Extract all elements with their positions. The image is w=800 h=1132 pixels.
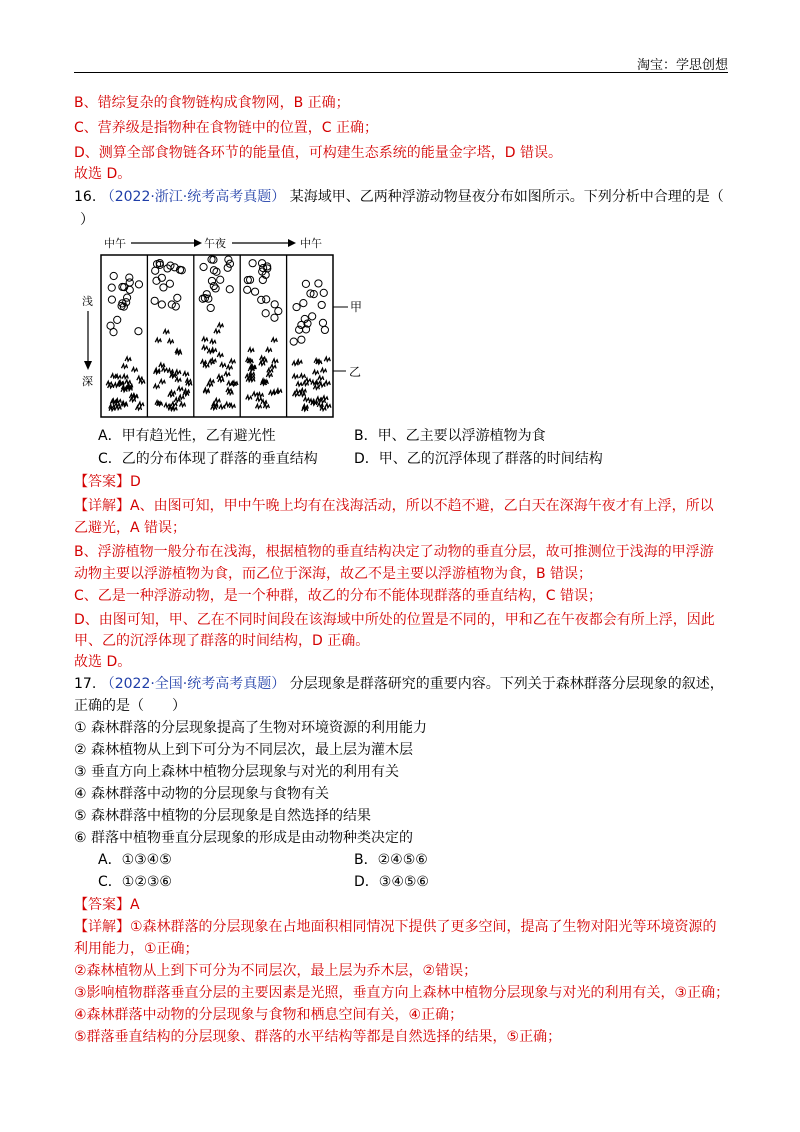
q16-explain-3: B、浮游植物一般分布在浅海，根据植物的垂直结构决定了动物的垂直分层，故可推测位于浅海的甲浮游 <box>74 544 714 560</box>
zooplankton-yi-mark <box>325 404 331 408</box>
zooplankton-jia-mark <box>293 303 300 310</box>
zooplankton-jia-mark <box>225 256 232 263</box>
zooplankton-jia-mark <box>151 297 158 304</box>
fig-label-midnight: 午夜 <box>204 237 226 250</box>
zooplankton-yi-mark <box>175 370 181 374</box>
zooplankton-jia-mark <box>315 280 322 287</box>
q17-explain-label: 【详解】 <box>74 919 130 935</box>
zooplankton-yi-mark <box>272 390 278 394</box>
zooplankton-jia-mark <box>226 286 233 293</box>
zooplankton-yi-mark <box>183 372 189 376</box>
zooplankton-jia-mark <box>174 294 181 301</box>
zooplankton-yi-mark <box>207 349 213 353</box>
zooplankton-jia-mark <box>212 285 219 292</box>
zooplankton-jia-mark <box>126 286 133 293</box>
prev-line-3: D、测算全部食物链各环节的能量值，可构建生态系统的能量金字塔，D 错误。 <box>74 145 563 161</box>
prev-line-1: B、错综复杂的食物链构成食物网，B 正确； <box>74 95 350 111</box>
q17-statement-1: ① 森林群落的分层现象提高了生物对环境资源的利用能力 <box>74 720 427 736</box>
zooplankton-yi-mark <box>122 375 128 379</box>
zooplankton-jia-mark <box>110 272 117 279</box>
zooplankton-jia-mark <box>300 300 307 307</box>
zooplankton-yi-mark <box>260 356 266 360</box>
zooplankton-jia-mark <box>290 338 297 345</box>
zooplankton-yi-mark <box>125 380 131 384</box>
zooplankton-jia-mark <box>309 313 316 320</box>
q16-explain-4: 动物主要以浮游植物为食，而乙位于深海，故乙不是主要以浮游植物为食，B 错误； <box>74 566 593 582</box>
zooplankton-yi-mark <box>266 373 272 377</box>
q17-explain-5: ④森林群落中动物的分层现象与食物和栖息空间有关，④正确； <box>74 1007 464 1023</box>
zooplankton-yi-mark <box>271 338 277 342</box>
fig-label-deep: 深 <box>82 375 93 388</box>
zooplankton-yi-mark <box>313 385 319 389</box>
zooplankton-yi-mark <box>210 358 216 362</box>
header-rule <box>74 72 728 73</box>
zooplankton-yi-mark <box>113 383 119 387</box>
zooplankton-yi-mark <box>321 368 327 372</box>
q16-explain-7: 甲、乙的沉浮体现了群落的时间结构，D 正确。 <box>74 633 370 649</box>
q17-statement-5: ⑤ 森林群落中植物的分层现象是自然选择的结果 <box>74 808 371 824</box>
zooplankton-yi-mark <box>217 375 223 379</box>
zooplankton-yi-mark <box>311 381 317 385</box>
fig-label-yi: 乙 <box>349 365 362 379</box>
q16-explain-1 <box>74 496 714 516</box>
fig-label-noon-2: 中午 <box>300 237 322 250</box>
zooplankton-jia-mark <box>251 288 258 295</box>
zooplankton-yi-mark <box>300 389 306 393</box>
zooplankton-jia-mark <box>244 286 251 293</box>
zooplankton-yi-mark <box>159 380 165 384</box>
zooplankton-yi-mark <box>318 376 324 380</box>
zooplankton-yi-mark <box>313 370 319 374</box>
fig-label-jia: 甲 <box>350 300 363 314</box>
zooplankton-yi-mark <box>229 359 235 363</box>
zooplankton-jia-mark <box>126 279 133 286</box>
zooplankton-yi-mark <box>168 339 174 343</box>
q16-option-c[interactable]: C．乙的分布体现了群落的垂直结构 <box>98 451 318 467</box>
q17-answer: 【答案】A <box>74 897 140 913</box>
q17-stem-cont: 正确的是（ ） <box>74 698 186 714</box>
zooplankton-yi-mark <box>210 340 216 344</box>
prev-line-2: C、营养级是指物种在食物链中的位置，C 正确； <box>74 120 378 136</box>
q16-figure <box>76 233 368 423</box>
zooplankton-yi-mark <box>246 395 252 399</box>
zooplankton-jia-mark <box>262 310 269 317</box>
zooplankton-jia-mark <box>271 301 278 308</box>
q16-explain-text-1: A、由图可知，甲中午晚上均有在浅海活动，所以不趋不避，乙白天在深海午夜才有上浮，所以 <box>130 498 714 514</box>
zooplankton-yi-mark <box>292 361 298 365</box>
zooplankton-jia-mark <box>258 296 265 303</box>
zooplankton-yi-mark <box>202 337 208 341</box>
zooplankton-yi-mark <box>138 402 144 406</box>
zooplankton-yi-mark <box>219 405 225 409</box>
zooplankton-jia-mark <box>210 267 217 274</box>
zooplankton-jia-mark <box>275 307 282 314</box>
zooplankton-jia-mark <box>153 277 160 284</box>
zooplankton-jia-mark <box>320 289 327 296</box>
zooplankton-yi-mark <box>266 348 272 352</box>
zooplankton-yi-mark <box>305 378 311 382</box>
zooplankton-yi-mark <box>292 374 298 378</box>
zooplankton-jia-mark <box>321 326 328 333</box>
zooplankton-jia-mark <box>249 260 256 267</box>
zooplankton-jia-mark <box>318 301 325 308</box>
zooplankton-jia-mark <box>114 316 121 323</box>
q16-explain-8: 故选 D。 <box>74 654 132 670</box>
zooplankton-yi-mark <box>170 391 176 395</box>
q17-statement-6: ⑥ 群落中植物垂直分层现象的形成是由动物种类决定的 <box>74 830 413 846</box>
zooplankton-yi-mark <box>214 329 220 333</box>
zooplankton-yi-mark <box>163 330 169 334</box>
q16-stem-cont: ） <box>80 212 94 228</box>
zooplankton-yi-mark <box>303 397 309 401</box>
zooplankton-yi-mark <box>202 346 208 350</box>
q16-explain-6: D、由图可知，甲、乙在不同时间段在该海域中所处的位置是不同的，甲和乙在午夜都会有所上浮，因此 <box>74 612 715 628</box>
zooplankton-jia-mark <box>110 329 117 336</box>
zooplankton-yi-mark <box>132 368 138 372</box>
q17-source: （2022·全国·统考高考真题） <box>100 676 286 692</box>
zooplankton-yi-mark <box>296 382 302 386</box>
q16-stem <box>74 187 724 207</box>
zooplankton-yi-mark <box>248 348 254 352</box>
q17-explain-3: ②森林植物从上到下可分为不同层次，最上层为乔木层，②错误； <box>74 963 478 979</box>
zooplankton-yi-mark <box>179 403 185 407</box>
zooplankton-jia-mark <box>217 276 224 283</box>
q16-option-a[interactable]: A．甲有趋光性，乙有避光性 <box>98 428 276 444</box>
zooplankton-yi-mark <box>272 359 278 363</box>
q17-statement-4: ④ 森林群落中动物的分层现象与食物有关 <box>74 786 329 802</box>
zooplankton-yi-mark <box>267 368 273 372</box>
zooplankton-yi-mark <box>217 353 223 357</box>
zooplankton-jia-mark <box>158 274 165 281</box>
zooplankton-yi-mark <box>257 393 263 397</box>
zooplankton-yi-mark <box>162 368 168 372</box>
q17-stem <box>74 674 724 694</box>
q17-option-c[interactable]: C．①②③⑥ <box>98 874 172 890</box>
q16-answer: 【答案】D <box>74 474 141 490</box>
zooplankton-yi-mark <box>153 384 159 388</box>
zooplankton-jia-mark <box>108 296 115 303</box>
q17-stem-text: 分层现象是群落研究的重要内容。下列关于森林群落分层现象的叙述， <box>289 676 724 692</box>
plankton-distribution-diagram <box>76 233 368 423</box>
prev-line-4: 故选 D。 <box>74 166 132 182</box>
q16-stem-text: 某海域甲、乙两种浮游动物昼夜分布如图所示。下列分析中合理的是（ <box>289 189 724 205</box>
fig-label-shallow: 浅 <box>82 295 93 308</box>
q17-number: 17. <box>74 676 97 692</box>
zooplankton-yi-mark <box>177 387 183 391</box>
zooplankton-yi-mark <box>226 365 232 369</box>
zooplankton-yi-mark <box>320 407 326 411</box>
zooplankton-jia-mark <box>207 304 214 311</box>
zooplankton-jia-mark <box>302 280 309 287</box>
zooplankton-yi-mark <box>220 363 226 367</box>
q17-option-d[interactable]: D．③④⑤⑥ <box>354 874 429 890</box>
zooplankton-yi-mark <box>324 357 330 361</box>
q16-source: （2022·浙江·统考高考真题） <box>100 189 286 205</box>
zooplankton-jia-mark <box>166 280 173 287</box>
zooplankton-yi-mark <box>252 392 258 396</box>
zooplankton-yi-mark <box>211 406 217 410</box>
q16-explain-label: 【详解】 <box>74 498 130 514</box>
zooplankton-yi-mark <box>121 364 127 368</box>
zooplankton-yi-mark <box>322 396 328 400</box>
zooplankton-yi-mark <box>224 372 230 376</box>
q17-explain-4: ③影响植物群落垂直分层的主要因素是光照，垂直方向上森林中植物分层现象与对光的利用有关，③正确； <box>74 985 730 1001</box>
fig-label-noon-1: 中午 <box>104 237 126 250</box>
q16-number: 16. <box>74 189 97 205</box>
q16-option-b[interactable]: B．甲、乙主要以浮游植物为食 <box>354 428 546 444</box>
zooplankton-yi-mark <box>270 364 276 368</box>
q17-explain-1 <box>74 917 717 937</box>
q17-statement-3: ③ 垂直方向上森林中植物分层现象与对光的利用有关 <box>74 764 399 780</box>
zooplankton-yi-mark <box>175 378 181 382</box>
zooplankton-jia-mark <box>271 314 278 321</box>
zooplankton-jia-mark <box>135 328 142 335</box>
q17-explain-text-1: ①森林群落的分层现象在占地面积相同情况下提供了更多空间，提高了生物对阳光等环境资源的 <box>130 919 717 935</box>
zooplankton-jia-mark <box>200 263 207 270</box>
zooplankton-yi-mark <box>208 379 214 383</box>
zooplankton-yi-mark <box>256 397 262 401</box>
zooplankton-yi-mark <box>255 404 261 408</box>
zooplankton-yi-mark <box>174 398 180 402</box>
zooplankton-yi-mark <box>299 374 305 378</box>
header-text: 淘宝：学思创想 <box>636 58 728 73</box>
q17-option-b[interactable]: B．②④⑤⑥ <box>354 852 428 868</box>
zooplankton-jia-mark <box>158 301 165 308</box>
q17-option-a[interactable]: A．①③④⑤ <box>98 852 172 868</box>
zooplankton-jia-mark <box>108 284 115 291</box>
zooplankton-yi-mark <box>106 381 112 385</box>
q17-statement-2: ② 森林植物从上到下可分为不同层次，最上层为灌木层 <box>74 742 413 758</box>
zooplankton-jia-mark <box>298 336 305 343</box>
zooplankton-yi-mark <box>137 376 143 380</box>
zooplankton-yi-mark <box>214 399 220 403</box>
zooplankton-yi-mark <box>324 381 330 385</box>
q16-explain-2: 乙避光，A 错误； <box>74 520 187 536</box>
q17-explain-6: ⑤群落垂直结构的分层现象、群落的水平结构等都是自然选择的结果，⑤正确； <box>74 1029 562 1045</box>
zooplankton-yi-mark <box>155 338 161 342</box>
zooplankton-yi-mark <box>217 323 223 327</box>
zooplankton-yi-mark <box>125 357 131 361</box>
q17-explain-2: 利用能力，①正确； <box>74 941 199 957</box>
q16-option-d[interactable]: D．甲、乙的沉浮体现了群落的时间结构 <box>354 451 603 467</box>
zooplankton-jia-mark <box>319 319 326 326</box>
zooplankton-yi-mark <box>171 402 177 406</box>
q16-explain-5: C、乙是一种浮游动物，是一个种群，故乙的分布不能体现群落的垂直结构，C 错误； <box>74 588 602 604</box>
zooplankton-jia-mark <box>135 281 142 288</box>
